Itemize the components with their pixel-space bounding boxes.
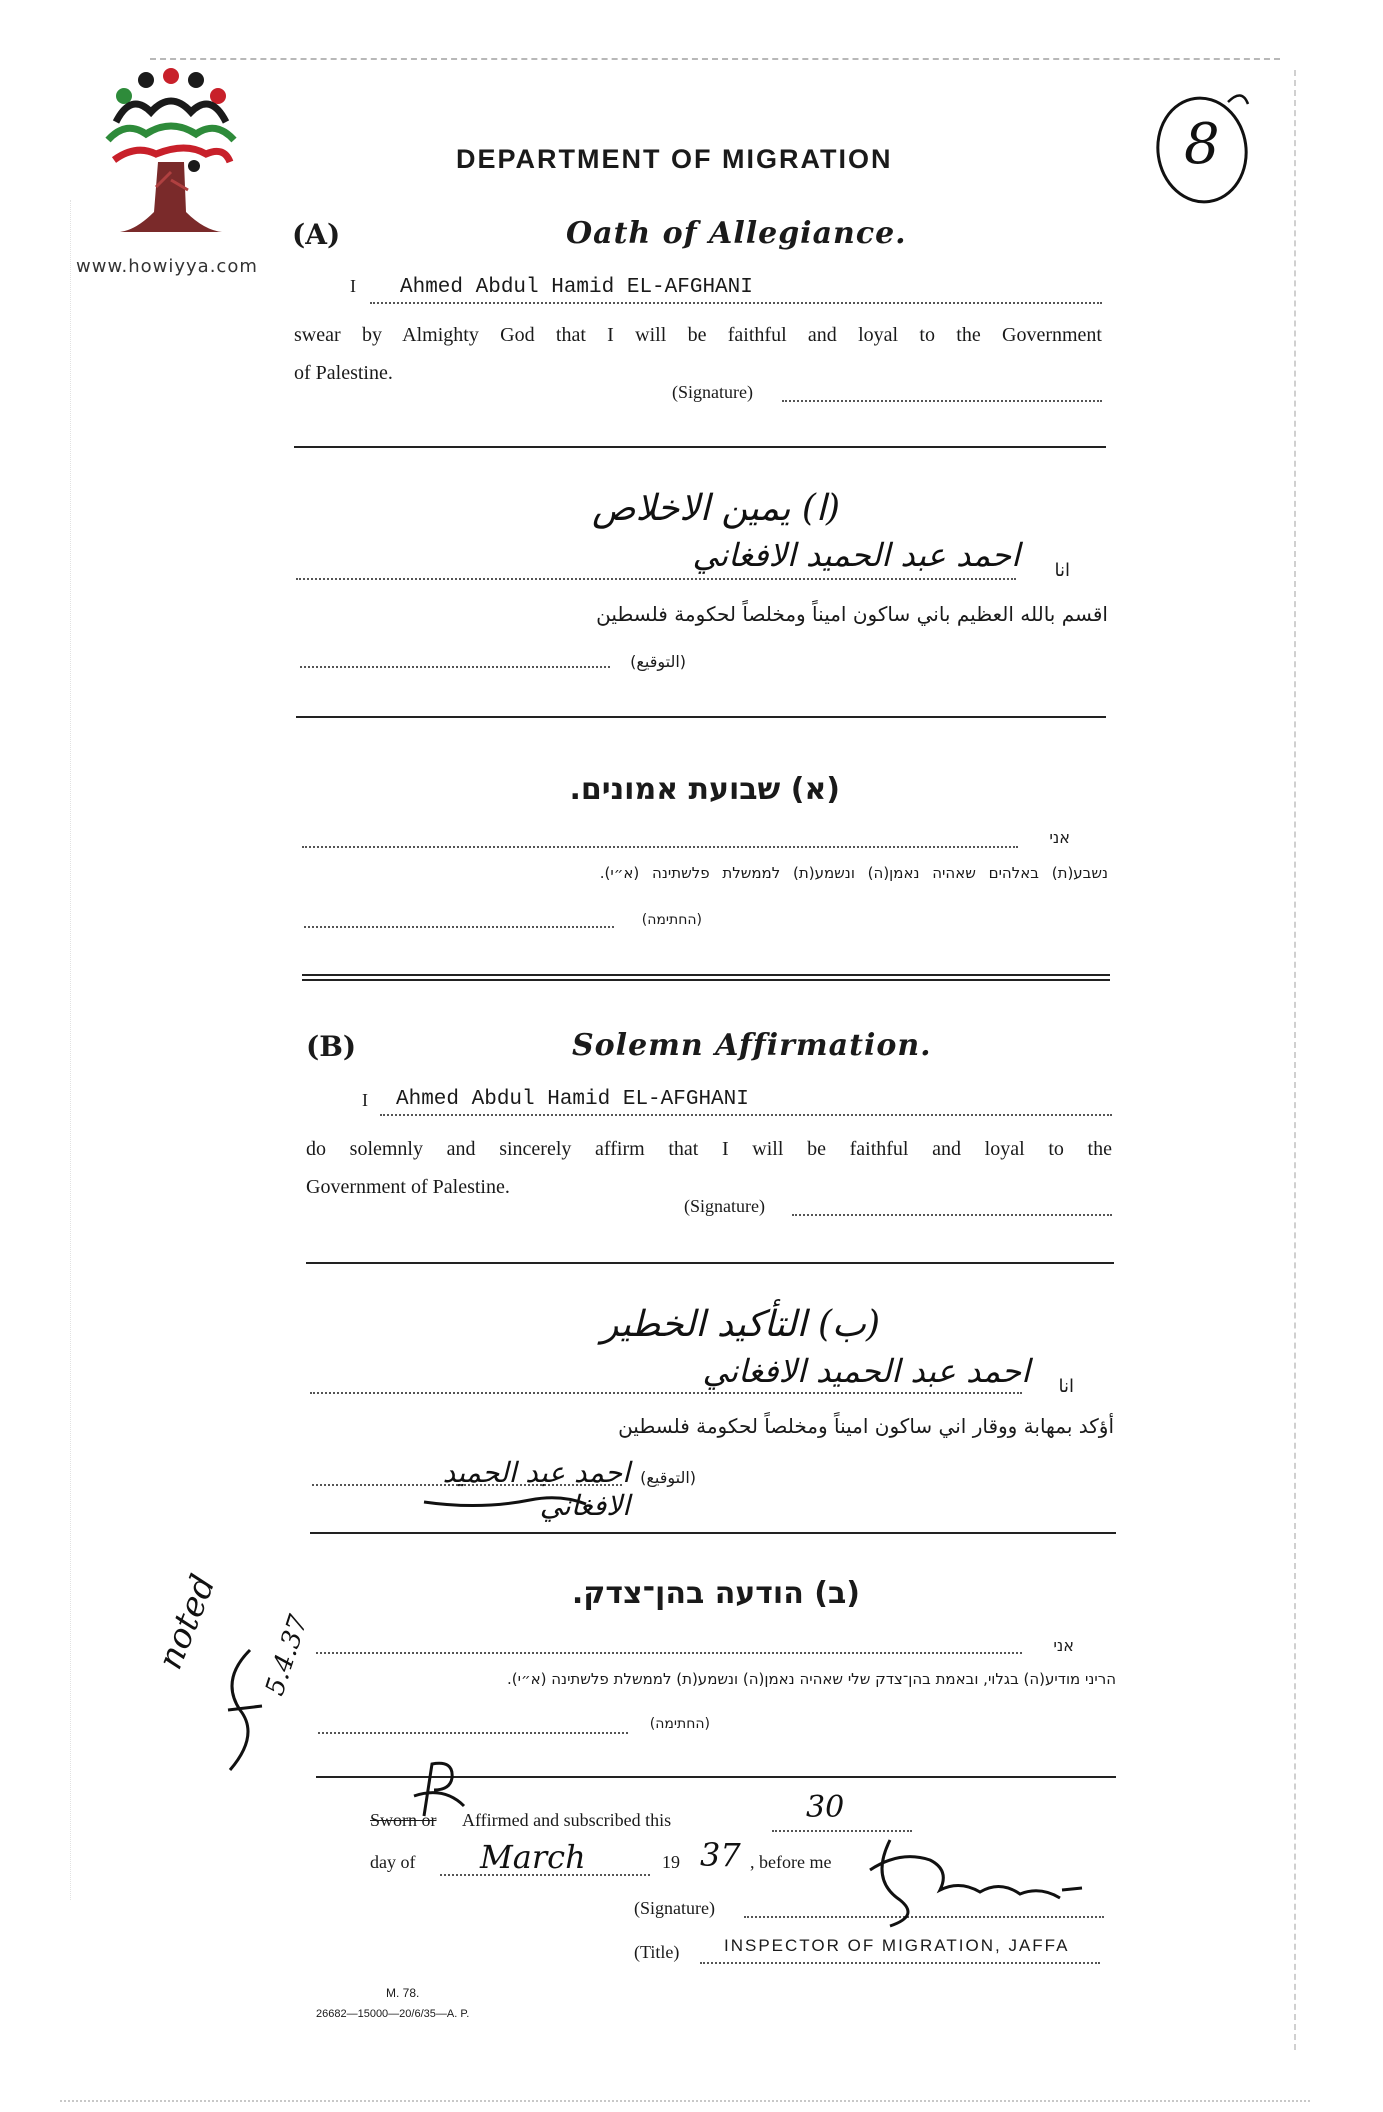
section-a-name: Ahmed Abdul Hamid EL-AFGHANI [400,276,753,299]
howiyya-logo [96,62,246,252]
section-a-arabic-title: (ا) يمين الاخلاص [592,488,840,529]
section-b-hebrew-ani: אני [1053,1636,1074,1655]
year-prefix: 19 [662,1852,680,1872]
section-a-hebrew-signature-line[interactable] [304,926,614,928]
section-a-divider [294,446,1106,448]
margin-note-initial [210,1640,280,1780]
affirmed-subscribed-text: Affirmed and subscribed this [462,1810,672,1830]
footer-title-label: (Title) [634,1942,680,1962]
print-code: 26682—15000—20/6/35—A. P. [316,2008,470,2020]
section-a-arabic-divider [296,716,1106,718]
day-of-label: day of [370,1852,416,1872]
section-b-line1: do solemnly and sincerely affirm that I will be faithful and loyal to the [306,1138,1112,1160]
day-value: 30 [806,1790,845,1825]
inspector-signature [830,1820,1090,1930]
section-b-arabic-signature: احمد عبد الحميد الافغاني [442,1456,630,1522]
page-edge-bottom [60,2100,1310,2102]
section-b-hebrew-line: הריני מודיע(ה) בגלוי, ובאמת בהן־צדק שלי שאהיה נאמן(ה) ונשמע(ת) לממשלת פלשתינה (א״י). [506,1670,1116,1688]
section-b-name: Ahmed Abdul Hamid EL-AFGHANI [396,1088,749,1111]
section-b-hebrew-title: (ב) הודעה בהן־צדק. [571,1576,860,1611]
month-value: March [480,1838,586,1876]
section-a-line1: swear by Almighty God that I will be faithful and loyal to the Government [294,324,1102,346]
section-b-arabic-ana: انا [1058,1376,1074,1397]
section-b-hebrew-signature-label: (החתימה) [649,1716,710,1732]
month-line [440,1874,650,1876]
section-a-end-double-rule [302,974,1110,981]
section-b-divider [306,1262,1114,1264]
page-number-annotation [1150,76,1260,206]
section-a-name-prefix: I [350,276,356,296]
section-a-arabic-name-line [296,578,1016,580]
section-a-arabic-name: احمد عبد الحميد الافغاني [692,536,1020,574]
section-a-hebrew-name-line[interactable] [302,846,1018,848]
section-b-arabic-name: احمد عبد الحميد الافغاني [702,1352,1030,1390]
section-a-hebrew-signature-label: (החתימה) [641,912,702,928]
section-b-arabic-name-line [310,1392,1022,1394]
page-edge-top [150,58,1280,60]
section-b-signature-line[interactable] [792,1214,1112,1216]
logo-url[interactable]: www.howiyya.com [76,256,258,277]
section-b-hebrew-name-line[interactable] [316,1652,1022,1654]
section-a-arabic-ana: انا [1054,560,1070,581]
signature-underline-flourish [420,1488,590,1512]
section-a-hebrew-ani: אני [1049,828,1070,847]
section-a-letter: (A) [292,218,341,251]
section-a-signature-line[interactable] [782,400,1102,402]
section-a-name-line [370,302,1102,304]
page-edge-left [70,200,71,1900]
section-a-arabic-signature-line[interactable] [300,666,610,668]
margin-note-noted: noted [150,1569,224,1675]
footer-title-line [700,1962,1100,1964]
tree-people-icon [96,62,246,252]
section-b-arabic-line: أؤكد بمهابة ووقار اني ساكون اميناً ومخلصاً لحكومة فلسطين [618,1414,1114,1438]
section-b-title: Solemn Affirmation. [572,1028,932,1063]
section-b-name-prefix: I [362,1090,368,1110]
section-b-signature-label: (Signature) [684,1196,765,1216]
footer-signature-label: (Signature) [634,1898,715,1918]
section-a-line2: of Palestine. [294,362,393,384]
section-b-arabic-signature-label: (التوقيع) [640,1468,696,1487]
section-b-line2: Government of Palestine. [306,1176,510,1198]
margin-note-date: 5.4.37 [260,1611,315,1700]
page-number: 8 [1184,112,1220,177]
department-title: DEPARTMENT OF MIGRATION [456,144,893,174]
section-a-arabic-signature-label: (التوقيع) [630,652,686,671]
before-me-text: , before me [750,1852,832,1872]
section-a-hebrew-title: (א) שבועת אמונים. [569,772,840,807]
year-value: 37 [700,1836,741,1874]
section-a-arabic-line: اقسم بالله العظيم باني ساكون اميناً ومخلصاً لحكومة فلسطين [596,602,1108,626]
section-a-title: Oath of Allegiance. [566,216,907,251]
section-a-hebrew-line: נשבע(ת) באלהים שאהיה נאמן(ה) ונשמע(ת) לממשלת פלשתינה (א״י). [599,864,1108,882]
sworn-or-struck: Sworn or [370,1810,437,1830]
form-number: M. 78. [386,1986,420,2000]
section-b-hebrew-signature-line[interactable] [318,1732,628,1734]
section-b-letter: (B) [306,1030,357,1063]
page-edge-right [1294,70,1296,2050]
section-a-signature-label: (Signature) [672,382,753,402]
section-b-name-line [380,1114,1112,1116]
footer-title-value: INSPECTOR OF MIGRATION, JAFFA [724,1936,1070,1955]
section-b-arabic-divider [310,1532,1116,1534]
section-b-arabic-title: (ب) التأكيد الخطير [600,1304,880,1345]
